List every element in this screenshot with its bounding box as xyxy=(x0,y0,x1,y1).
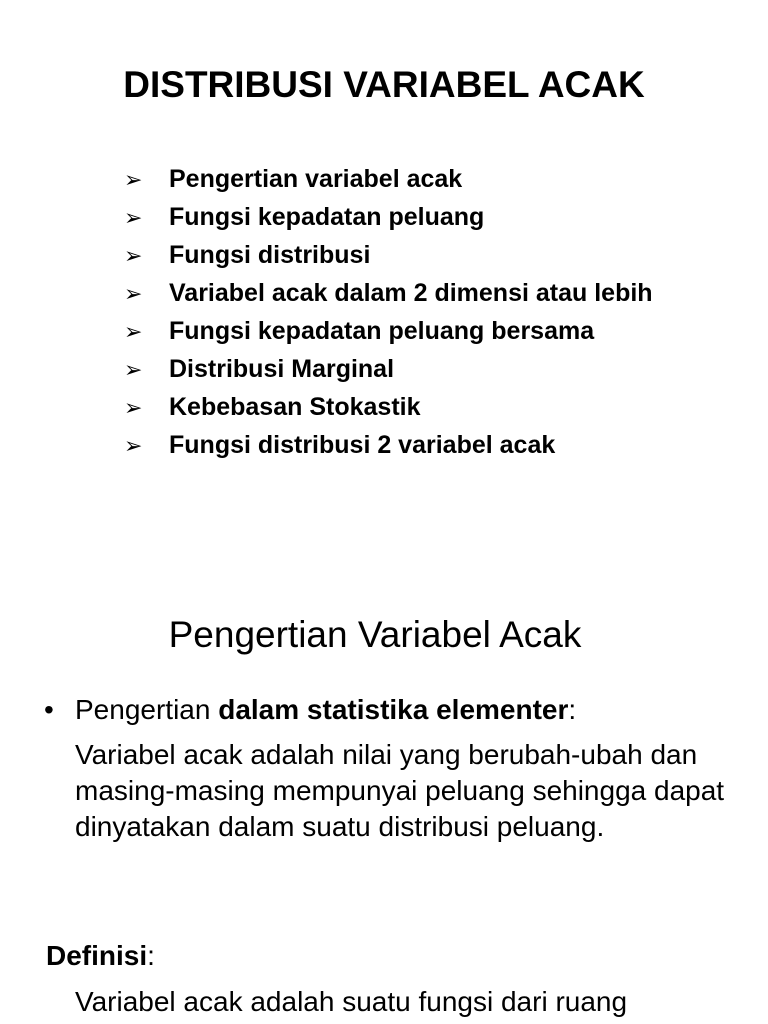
list-item-label: Variabel acak dalam 2 dimensi atau lebih xyxy=(169,279,653,307)
list-item-label: Fungsi kepadatan peluang bersama xyxy=(169,317,595,345)
topic-list xyxy=(124,164,684,468)
arrow-bullet-icon: ➢ xyxy=(124,433,143,458)
bullet-bold-text: dalam statistika elementer xyxy=(218,694,569,725)
arrow-bullet-icon: ➢ xyxy=(124,357,143,382)
list-item xyxy=(124,164,684,195)
list-item xyxy=(124,392,684,423)
list-item-label: Fungsi distribusi xyxy=(169,241,371,269)
definition-paragraph-elementary: Variabel acak adalah nilai yang berubah-ubah dan masing-masing mempunyai peluang sehingga dapat dinyatakan dalam suatu distribusi peluang. xyxy=(75,739,725,842)
list-item xyxy=(124,240,684,271)
list-item xyxy=(124,278,684,309)
list-item-label: Kebebasan Stokastik xyxy=(169,393,421,421)
slide-2-title: Pengertian Variabel Acak xyxy=(168,614,582,655)
list-item xyxy=(124,316,684,347)
list-item xyxy=(124,202,684,233)
bullet-prefix: Pengertian xyxy=(75,694,219,725)
round-bullet-icon: • xyxy=(44,694,54,725)
bullet-suffix: : xyxy=(568,694,577,725)
list-item-label: Distribusi Marginal xyxy=(169,355,395,383)
arrow-bullet-icon: ➢ xyxy=(124,281,143,306)
list-item-label: Fungsi kepadatan peluang xyxy=(169,203,485,231)
bullet-point xyxy=(44,692,734,728)
slide-2 xyxy=(0,590,768,1024)
slide-1-title: DISTRIBUSI VARIABEL ACAK xyxy=(123,64,645,105)
list-item-label: Pengertian variabel acak xyxy=(169,165,463,193)
arrow-bullet-icon: ➢ xyxy=(124,167,143,192)
list-item xyxy=(124,354,684,385)
definition-colon: : xyxy=(147,940,155,971)
arrow-bullet-icon: ➢ xyxy=(124,395,143,420)
definition-paragraph: Variabel acak adalah suatu fungsi dari ruang xyxy=(75,986,628,1017)
arrow-bullet-icon: ➢ xyxy=(124,205,143,230)
list-item xyxy=(124,430,684,461)
list-item-label: Fungsi distribusi 2 variabel acak xyxy=(169,431,556,459)
definition-label: Definisi xyxy=(46,940,148,971)
arrow-bullet-icon: ➢ xyxy=(124,243,143,268)
definition-heading xyxy=(46,938,155,974)
arrow-bullet-icon: ➢ xyxy=(124,319,143,344)
